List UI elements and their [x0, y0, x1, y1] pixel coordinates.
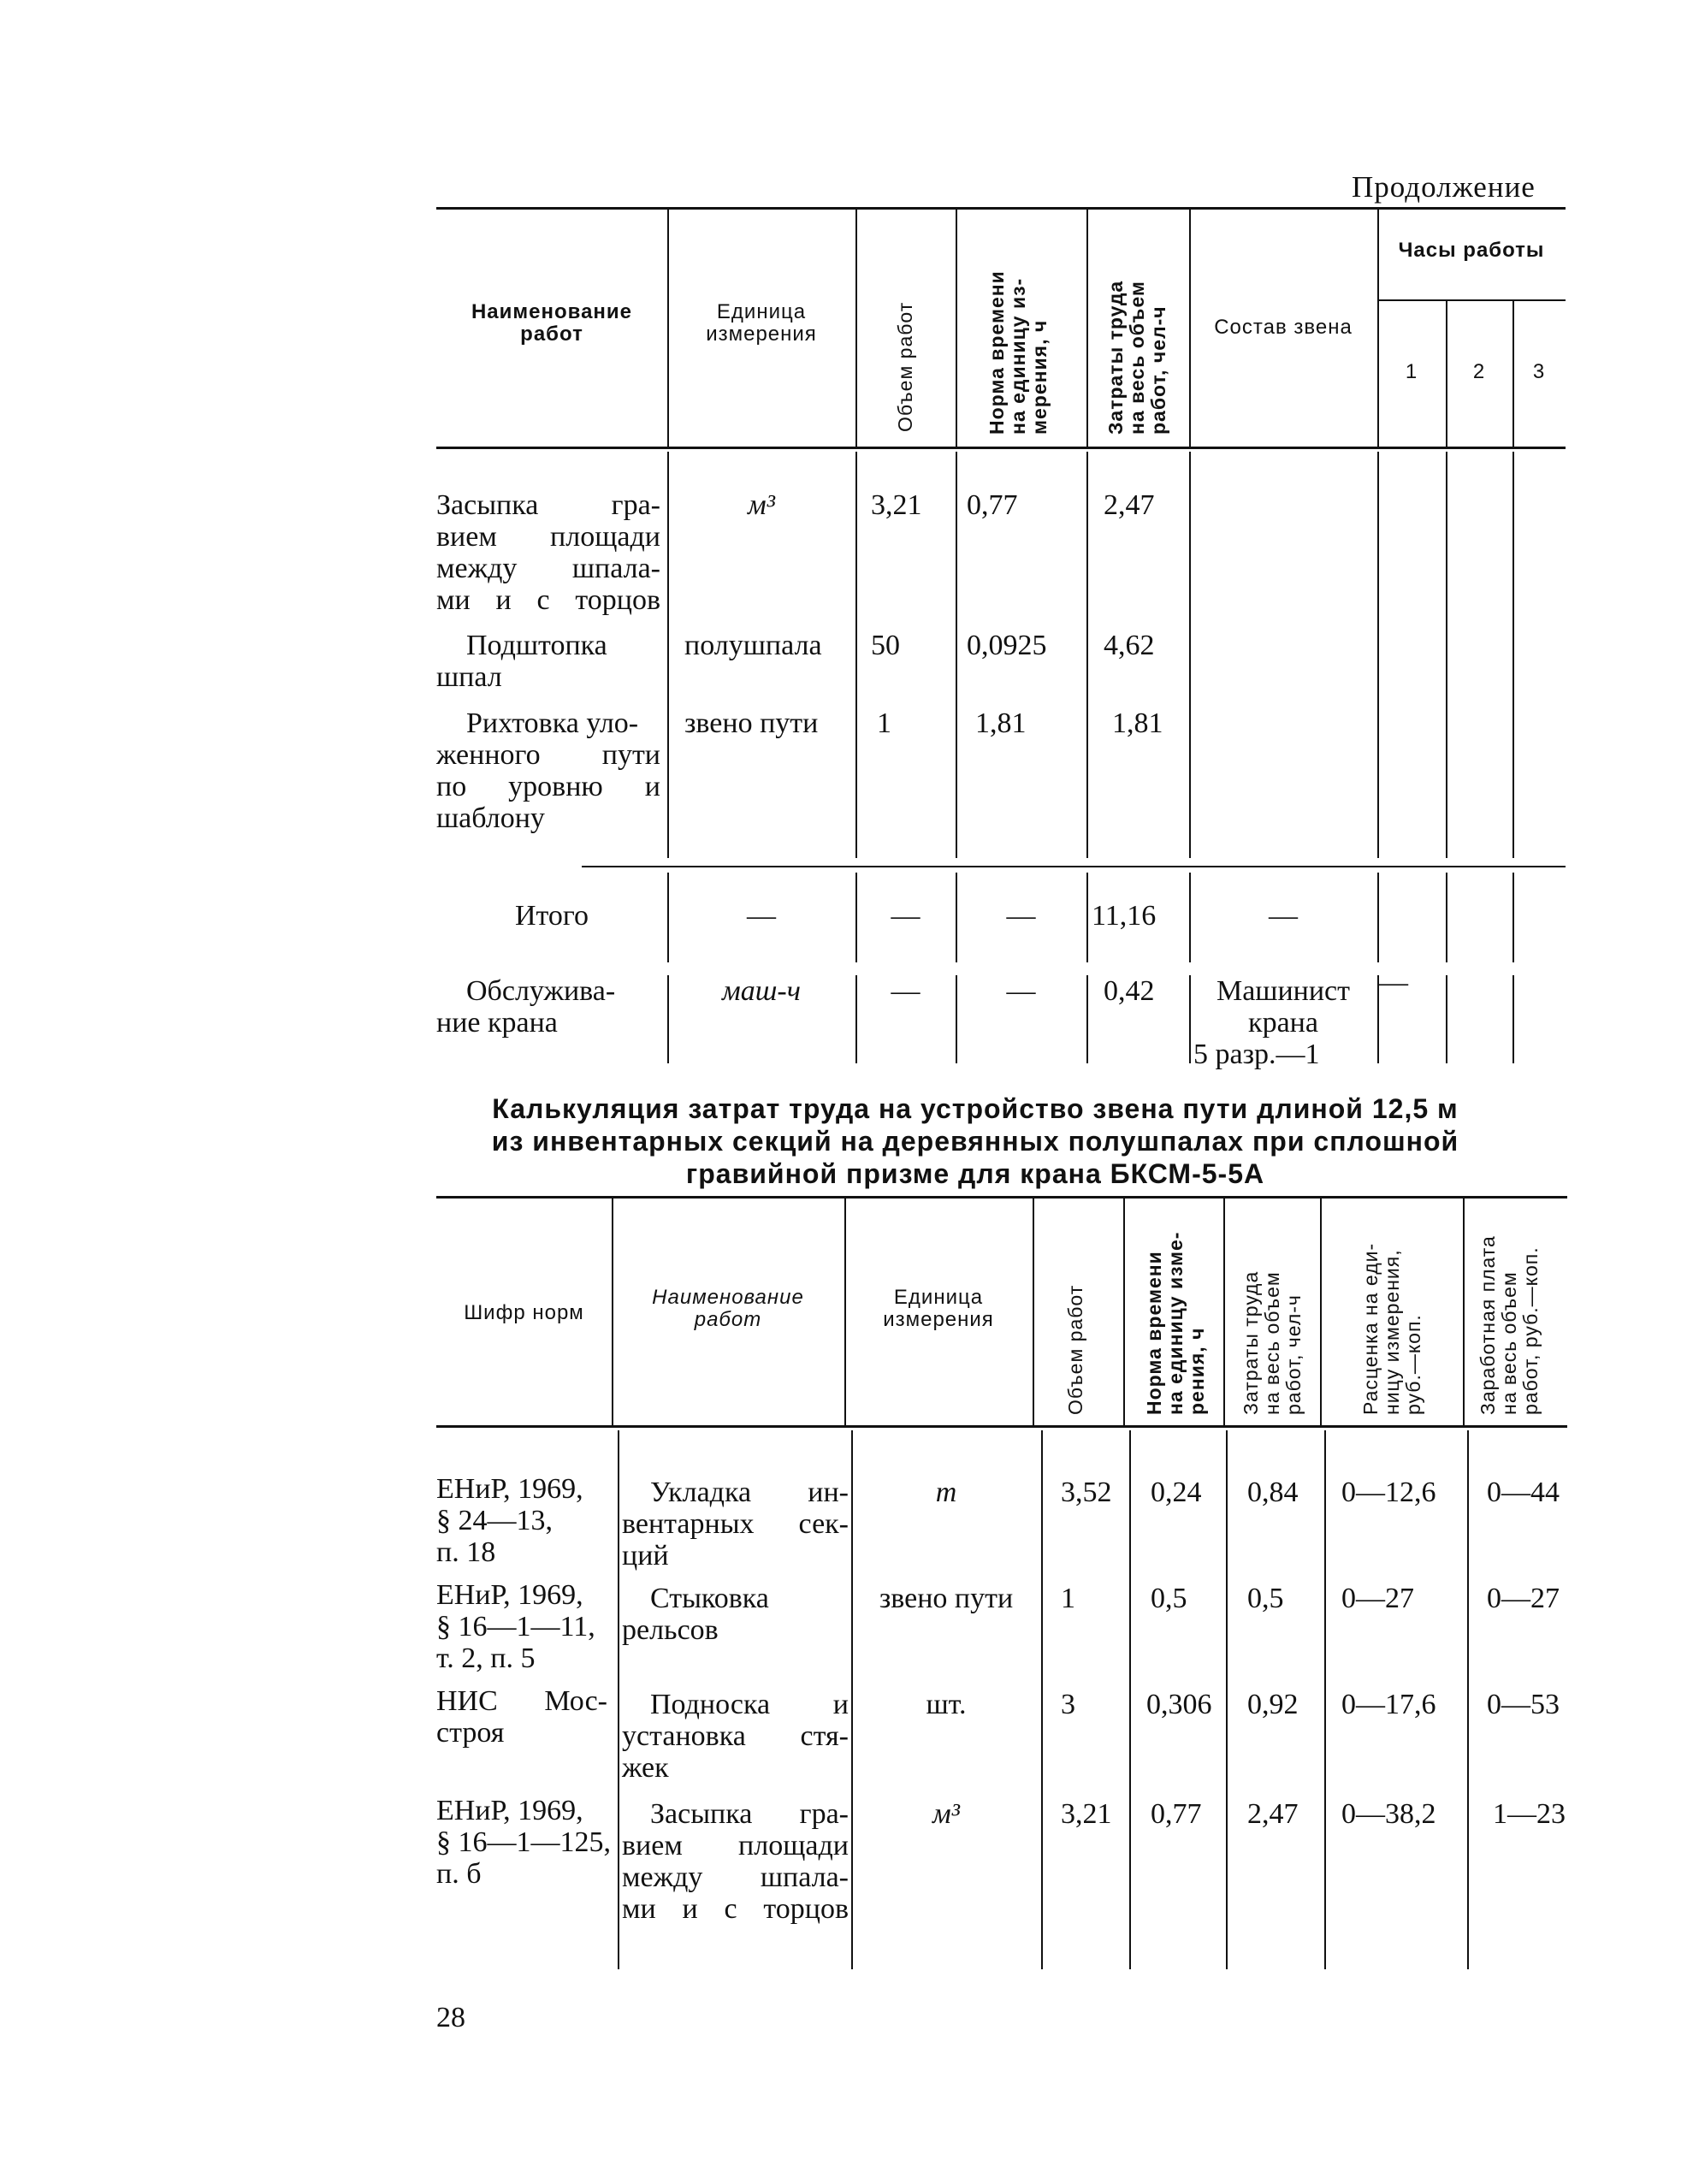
table1-col-divider	[1377, 873, 1379, 962]
table1-col-divider	[956, 452, 957, 858]
cell-unit: —	[747, 900, 776, 932]
cell-name: Рихтовка уло-	[466, 707, 639, 739]
cell-unit: м³	[932, 1798, 960, 1830]
table1-header-labor: Затраты труда на весь объем работ, чел-ч	[1104, 280, 1169, 435]
cell-volume: 1	[877, 707, 891, 739]
table1-header-hours: Часы работы	[1398, 239, 1545, 262]
cell-name: Подноска и	[650, 1689, 849, 1720]
cell-pay: 0—44	[1487, 1477, 1560, 1508]
cell-code: § 16—1—125,	[436, 1826, 611, 1858]
cell-volume: 1	[1061, 1583, 1075, 1614]
cell-name: рельсов	[622, 1614, 719, 1646]
cell-unit: звено пути	[684, 707, 819, 739]
cell-labor: 4,62	[1104, 630, 1155, 661]
cell-pay: 0—53	[1487, 1689, 1560, 1720]
cell-crew: Машинист	[1216, 975, 1351, 1007]
table2-header-rate: Расценка на еди- ницу измерения, руб.—коп.	[1359, 1242, 1424, 1415]
table1-hours-rule	[1377, 299, 1566, 301]
cell-name: вием площади	[622, 1830, 849, 1861]
cell-name: ми и с торцов	[622, 1893, 849, 1925]
table2-header-unit: Единица измерения	[883, 1286, 994, 1331]
table2-col-divider	[1320, 1198, 1322, 1425]
cell-name: Засыпка гра-	[436, 489, 660, 521]
cell-labor: 0,84	[1247, 1477, 1299, 1508]
table2-col-divider	[1223, 1198, 1225, 1425]
cell-crew: —	[1269, 900, 1298, 932]
cell-volume: —	[891, 975, 920, 1007]
cell-code: ЕНиР, 1969,	[436, 1795, 583, 1826]
cell-code: п. б	[436, 1858, 482, 1890]
table1-col-divider	[855, 209, 857, 447]
table1-header-volume: Объем работ	[894, 301, 916, 432]
table2-col-divider	[1463, 1198, 1465, 1425]
table2-header-labor: Затраты труда на весь объем работ, чел-ч	[1240, 1270, 1305, 1415]
cell-code: § 16—1—11,	[436, 1611, 595, 1642]
cell-norm: —	[1006, 900, 1036, 932]
cell-name: женного пути	[436, 739, 660, 771]
cell-code: строя	[436, 1717, 505, 1749]
table2-col-divider	[1033, 1198, 1034, 1425]
table2-header-volume: Объем работ	[1064, 1284, 1086, 1415]
cell-labor: 2,47	[1247, 1798, 1299, 1830]
cell-name: вентарных сек-	[622, 1508, 849, 1540]
title-line: гравийной призме для крана БКСМ-5-5А	[685, 1158, 1265, 1189]
cell-name: ций	[622, 1540, 669, 1571]
cell-unit: м³	[748, 489, 775, 521]
continuation-label: Продолжение	[1352, 170, 1536, 204]
table1-col-divider	[1086, 873, 1088, 962]
table1-header-norm: Норма времени на единицу из- мерения, ч	[986, 270, 1051, 435]
table2-col-divider	[1041, 1430, 1043, 1969]
cell-pay: 0—27	[1487, 1583, 1560, 1614]
table2-header-name: Наименование работ	[652, 1286, 804, 1331]
cell-name: Стыковка	[650, 1583, 769, 1614]
cell-norm: 0,5	[1151, 1583, 1187, 1614]
cell-labor: 0,92	[1247, 1689, 1299, 1720]
cell-rate: 0—12,6	[1341, 1477, 1436, 1508]
cell-unit: шт.	[926, 1689, 967, 1720]
table1-col-divider	[1189, 452, 1191, 858]
cell-code: т. 2, п. 5	[436, 1642, 536, 1674]
cell-rate: 0—27	[1341, 1583, 1414, 1614]
cell-labor: 2,47	[1104, 489, 1155, 521]
cell-name: Укладка ин-	[650, 1477, 849, 1508]
table1-col-divider	[1446, 452, 1447, 858]
table1-col-divider	[1446, 975, 1447, 1063]
cell-volume: 3,52	[1061, 1477, 1112, 1508]
cell-norm: 0,306	[1146, 1689, 1212, 1720]
title-line: Калькуляция затрат труда на устройство звена пути длиной 12,5 м	[492, 1093, 1459, 1124]
cell-labor: 0,42	[1104, 975, 1155, 1007]
table2-col-divider	[1226, 1430, 1228, 1969]
table1-col-divider	[1446, 873, 1447, 962]
cell-unit: полушпала	[684, 630, 822, 661]
cell-name: шпал	[436, 661, 502, 693]
table1-header-hour-1: 1	[1405, 360, 1418, 383]
cell-volume: 3,21	[1061, 1798, 1112, 1830]
table1-header-hour-3: 3	[1532, 360, 1546, 383]
cell-crew: 5 разр.—1	[1193, 1039, 1320, 1070]
table2-col-divider	[1123, 1198, 1125, 1425]
table1-col-divider	[1512, 975, 1514, 1063]
table2-top-rule	[436, 1196, 1567, 1199]
cell-code: ЕНиР, 1969,	[436, 1473, 583, 1505]
cell-name: Итого	[514, 900, 589, 932]
cell-volume: 3	[1061, 1689, 1075, 1720]
table1-col-divider	[1086, 452, 1088, 858]
table1-header-name: Наименование работ	[471, 300, 633, 346]
cell-name: между шпала-	[622, 1861, 849, 1893]
cell-pay: 1—23	[1493, 1798, 1566, 1830]
cell-norm: —	[1006, 975, 1036, 1007]
page-number: 28	[436, 2002, 465, 2033]
cell-code: п. 18	[436, 1536, 496, 1568]
cell-labor: 1,81	[1112, 707, 1163, 739]
cell-volume: 3,21	[871, 489, 922, 521]
table2-col-divider	[1324, 1430, 1326, 1969]
cell-name: шаблону	[436, 802, 545, 834]
cell-norm: 0,77	[1151, 1798, 1202, 1830]
cell-name: вием площади	[436, 521, 660, 553]
cell-name: ние крана	[436, 1007, 558, 1039]
cell-code: § 24—13,	[436, 1505, 553, 1536]
table2-col-divider	[1129, 1430, 1131, 1969]
table2-col-divider	[618, 1430, 619, 1969]
cell-rate: 0—38,2	[1341, 1798, 1436, 1830]
cell-name: жек	[622, 1752, 669, 1784]
cell-volume: 50	[871, 630, 900, 661]
title-line: из инвентарных секций на деревянных полушпалах при сплошной	[491, 1126, 1459, 1157]
table1-header-unit: Единица измерения	[706, 300, 817, 346]
cell-name: Засыпка гра-	[650, 1798, 849, 1830]
table1-header-crew: Состав звена	[1214, 316, 1353, 339]
table1-col-divider	[855, 452, 857, 858]
table1-col-divider	[1377, 452, 1379, 858]
cell-unit: звено пути	[879, 1583, 1014, 1614]
cell-name: между шпала-	[436, 553, 660, 584]
table1-col-divider	[1086, 209, 1088, 447]
table1-col-divider	[1086, 975, 1088, 1063]
cell-unit: т	[935, 1477, 957, 1508]
cell-name: установка стя-	[622, 1720, 849, 1752]
table1-top-rule	[436, 207, 1566, 210]
cell-norm: 1,81	[975, 707, 1027, 739]
cell-crew: крана	[1248, 1007, 1318, 1039]
table2-header-code: Шифр норм	[464, 1301, 584, 1324]
cell-code: ЕНиР, 1969,	[436, 1579, 583, 1611]
cell-norm: 0,24	[1151, 1477, 1202, 1508]
table2-col-divider	[1467, 1430, 1469, 1969]
table1-header-bottom-rule	[436, 447, 1566, 449]
cell-name: Подштопка	[466, 630, 607, 661]
table2-header-bottom-rule	[436, 1425, 1567, 1428]
cell-name: Обслужива-	[466, 975, 616, 1007]
table2-header-norm: Норма времени на единицу изме- рения, ч	[1143, 1231, 1208, 1415]
cell-code: НИС Мос-	[436, 1685, 607, 1717]
cell-norm: 0,77	[967, 489, 1018, 521]
table1-total-rule	[582, 866, 1566, 867]
cell-unit: маш-ч	[722, 975, 801, 1007]
table1-col-divider	[1512, 452, 1514, 858]
cell-labor: 0,5	[1247, 1583, 1284, 1614]
cell-name: ми и с торцов	[436, 584, 660, 616]
cell-hour-1: —	[1379, 967, 1408, 998]
cell-name: по уровню и	[436, 771, 660, 802]
cell-norm: 0,0925	[967, 630, 1047, 661]
table1-header-hour-2: 2	[1472, 360, 1486, 383]
cell-labor: 11,16	[1092, 900, 1157, 932]
table2-header-pay: Заработная плата на весь объем работ, руб.—коп.	[1477, 1235, 1542, 1415]
cell-volume: —	[891, 900, 920, 932]
cell-rate: 0—17,6	[1341, 1689, 1436, 1720]
table1-col-divider	[1512, 873, 1514, 962]
table1-col-divider	[956, 209, 957, 447]
